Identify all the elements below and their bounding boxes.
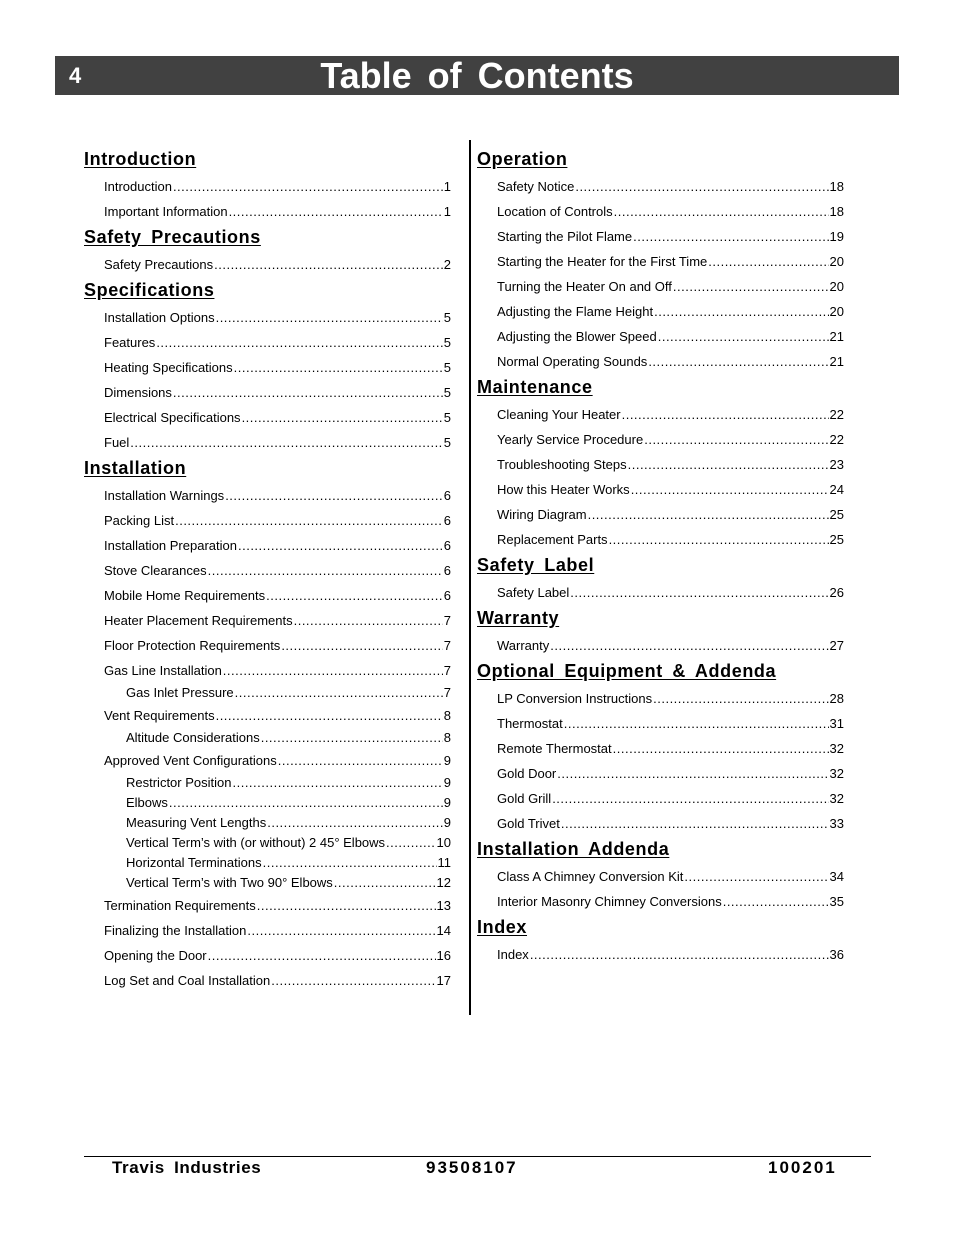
entry-page-number: 28 bbox=[829, 691, 844, 706]
dot-leader bbox=[266, 583, 443, 608]
entry-label: Starting the Heater for the First Time bbox=[497, 254, 708, 269]
entry-label: Altitude Considerations bbox=[126, 730, 260, 745]
toc-entry bbox=[84, 558, 451, 583]
entry-page-number: 22 bbox=[829, 432, 844, 447]
entry-label: Wiring Diagram bbox=[497, 507, 587, 522]
section-title: Warranty bbox=[477, 608, 560, 628]
entry-label: Class A Chimney Conversion Kit bbox=[497, 869, 684, 884]
entry-label: Opening the Door bbox=[104, 948, 207, 963]
entry-label: Mobile Home Requirements bbox=[104, 588, 266, 603]
footer-rule bbox=[84, 1156, 871, 1157]
dot-leader bbox=[609, 527, 829, 552]
footer-part-number: 93508107 bbox=[426, 1158, 518, 1177]
dot-leader bbox=[658, 324, 829, 349]
dot-leader bbox=[173, 380, 443, 405]
entry-page-number: 34 bbox=[829, 869, 844, 884]
entry-label: Vertical Term’s with (or without) 2 45° Elbows bbox=[126, 835, 386, 850]
entry-page-number: 6 bbox=[443, 488, 451, 503]
toc-entry bbox=[477, 349, 844, 374]
toc-entry bbox=[84, 943, 451, 968]
section-title: Index bbox=[477, 917, 528, 937]
section-title: Installation bbox=[84, 458, 187, 478]
toc-entry bbox=[477, 786, 844, 811]
entry-page-number: 36 bbox=[829, 947, 844, 962]
dot-leader bbox=[614, 199, 829, 224]
entry-page-number: 8 bbox=[443, 730, 451, 745]
dot-leader bbox=[550, 633, 828, 658]
toc-entry bbox=[84, 355, 451, 380]
entry-page-number: 35 bbox=[829, 894, 844, 909]
entry-page-number: 14 bbox=[436, 923, 451, 938]
entry-label: Heater Placement Requirements bbox=[104, 613, 293, 628]
toc-entry bbox=[84, 305, 451, 330]
entry-label: Troubleshooting Steps bbox=[497, 457, 627, 472]
toc-entry bbox=[477, 736, 844, 761]
footer-date-code: 100201 bbox=[768, 1158, 837, 1177]
entry-label: Log Set and Coal Installation bbox=[104, 973, 271, 988]
toc-entry bbox=[477, 427, 844, 452]
dot-leader bbox=[278, 748, 443, 773]
entry-label: Adjusting the Flame Height bbox=[497, 304, 654, 319]
dot-leader bbox=[216, 703, 443, 728]
entry-label: Heating Specifications bbox=[104, 360, 233, 375]
page-number: 4 bbox=[69, 63, 82, 88]
entry-label: Gold Door bbox=[497, 766, 557, 781]
footer-company: Travis Industries bbox=[112, 1158, 262, 1177]
toc-entry bbox=[477, 633, 844, 658]
entry-label: Index bbox=[497, 947, 529, 962]
page-title: Table of Contents bbox=[320, 55, 634, 96]
entry-page-number: 9 bbox=[443, 753, 451, 768]
entry-label: Termination Requirements bbox=[104, 898, 256, 913]
dot-leader bbox=[173, 174, 443, 199]
section-title: Installation Addenda bbox=[477, 839, 670, 859]
dot-leader bbox=[575, 174, 828, 199]
entry-label: Interior Masonry Chimney Conversions bbox=[497, 894, 722, 909]
dot-leader bbox=[334, 873, 436, 893]
section-title: Specifications bbox=[84, 280, 215, 300]
dot-leader bbox=[654, 299, 828, 324]
entry-label: Elbows bbox=[126, 795, 168, 810]
toc-entry bbox=[477, 174, 844, 199]
entry-page-number: 24 bbox=[829, 482, 844, 497]
entry-label: Thermostat bbox=[497, 716, 563, 731]
entry-page-number: 7 bbox=[443, 638, 451, 653]
entry-label: LP Conversion Instructions bbox=[497, 691, 653, 706]
dot-leader bbox=[214, 252, 443, 277]
toc-subentry bbox=[84, 773, 451, 793]
entry-label: Safety Label bbox=[497, 585, 570, 600]
dot-leader bbox=[552, 786, 828, 811]
entry-page-number: 7 bbox=[443, 685, 451, 700]
dot-leader bbox=[648, 349, 828, 374]
dot-leader bbox=[588, 502, 829, 527]
entry-label: Fuel bbox=[104, 435, 130, 450]
entry-page-number: 33 bbox=[829, 816, 844, 831]
dot-leader bbox=[257, 893, 436, 918]
entry-label: Floor Protection Requirements bbox=[104, 638, 281, 653]
entry-page-number: 16 bbox=[436, 948, 451, 963]
section-title: Operation bbox=[477, 149, 568, 169]
toc-entry bbox=[84, 968, 451, 993]
toc-entry bbox=[477, 274, 844, 299]
entry-page-number: 27 bbox=[829, 638, 844, 653]
dot-leader bbox=[263, 853, 437, 873]
entry-page-number: 21 bbox=[829, 354, 844, 369]
entry-label: Gas Inlet Pressure bbox=[126, 685, 234, 700]
entry-page-number: 32 bbox=[829, 741, 844, 756]
toc-entry bbox=[477, 889, 844, 914]
toc-entry bbox=[84, 703, 451, 728]
entry-page-number: 22 bbox=[829, 407, 844, 422]
entry-label: Normal Operating Sounds bbox=[497, 354, 648, 369]
entry-page-number: 18 bbox=[829, 204, 844, 219]
entry-page-number: 7 bbox=[443, 663, 451, 678]
header-bar bbox=[55, 56, 899, 95]
toc-entry bbox=[84, 405, 451, 430]
toc-entry bbox=[477, 864, 844, 889]
entry-label: Horizontal Terminations bbox=[126, 855, 262, 870]
entry-page-number: 10 bbox=[436, 835, 451, 850]
entry-label: Adjusting the Blower Speed bbox=[497, 329, 657, 344]
column-divider bbox=[469, 140, 471, 1015]
entry-page-number: 5 bbox=[443, 310, 451, 325]
entry-label: How this Heater Works bbox=[497, 482, 630, 497]
section-title: Safety Label bbox=[477, 555, 595, 575]
entry-page-number: 1 bbox=[443, 179, 451, 194]
toc-left-column bbox=[84, 146, 451, 993]
toc-subentry bbox=[84, 873, 451, 893]
toc-entry bbox=[477, 502, 844, 527]
entry-label: Important Information bbox=[104, 204, 228, 219]
dot-leader bbox=[234, 355, 443, 380]
toc-entry bbox=[84, 583, 451, 608]
entry-label: Introduction bbox=[104, 179, 172, 194]
entry-page-number: 19 bbox=[829, 229, 844, 244]
dot-leader bbox=[557, 761, 828, 786]
entry-page-number: 31 bbox=[829, 716, 844, 731]
entry-page-number: 20 bbox=[829, 254, 844, 269]
toc-entry bbox=[84, 508, 451, 533]
toc-entry bbox=[477, 686, 844, 711]
dot-leader bbox=[613, 736, 829, 761]
entry-page-number: 7 bbox=[443, 613, 451, 628]
dot-leader bbox=[628, 452, 829, 477]
entry-page-number: 6 bbox=[443, 538, 451, 553]
entry-page-number: 9 bbox=[443, 815, 451, 830]
toc-subentry bbox=[84, 683, 451, 703]
dot-leader bbox=[238, 533, 443, 558]
entry-page-number: 25 bbox=[829, 507, 844, 522]
entry-page-number: 9 bbox=[443, 795, 451, 810]
toc-subentry bbox=[84, 793, 451, 813]
entry-page-number: 5 bbox=[443, 360, 451, 375]
entry-page-number: 2 bbox=[443, 257, 451, 272]
dot-leader bbox=[684, 864, 828, 889]
entry-page-number: 5 bbox=[443, 435, 451, 450]
section-title: Introduction bbox=[84, 149, 197, 169]
entry-label: Vent Requirements bbox=[104, 708, 215, 723]
entry-page-number: 1 bbox=[443, 204, 451, 219]
toc-entry bbox=[477, 324, 844, 349]
dot-leader bbox=[281, 633, 442, 658]
entry-page-number: 26 bbox=[829, 585, 844, 600]
dot-leader bbox=[156, 330, 442, 355]
toc-entry bbox=[84, 893, 451, 918]
section-title: Safety Precautions bbox=[84, 227, 261, 247]
toc-entry bbox=[84, 748, 451, 773]
toc-entry bbox=[477, 580, 844, 605]
entry-label: Location of Controls bbox=[497, 204, 613, 219]
dot-leader bbox=[208, 943, 436, 968]
entry-page-number: 32 bbox=[829, 791, 844, 806]
entry-page-number: 5 bbox=[443, 335, 451, 350]
toc-subentry bbox=[84, 853, 451, 873]
dot-leader bbox=[169, 793, 443, 813]
toc-subentry bbox=[84, 813, 451, 833]
entry-page-number: 6 bbox=[443, 588, 451, 603]
dot-leader bbox=[631, 477, 829, 502]
entry-page-number: 18 bbox=[829, 179, 844, 194]
section-title: Optional Equipment & Addenda bbox=[477, 661, 777, 681]
toc-entry bbox=[84, 199, 451, 224]
entry-label: Gold Grill bbox=[497, 791, 552, 806]
entry-label: Vertical Term’s with Two 90° Elbows bbox=[126, 875, 333, 890]
toc-entry bbox=[84, 430, 451, 455]
toc-entry bbox=[84, 533, 451, 558]
section-title: Maintenance bbox=[477, 377, 593, 397]
dot-leader bbox=[229, 199, 443, 224]
dot-leader bbox=[622, 402, 829, 427]
entry-page-number: 17 bbox=[436, 973, 451, 988]
entry-label: Electrical Specifications bbox=[104, 410, 241, 425]
dot-leader bbox=[247, 918, 435, 943]
toc-entry bbox=[84, 483, 451, 508]
entry-page-number: 13 bbox=[436, 898, 451, 913]
toc-entry bbox=[477, 199, 844, 224]
entry-page-number: 5 bbox=[443, 385, 451, 400]
dot-leader bbox=[530, 942, 829, 967]
entry-label: Installation Preparation bbox=[104, 538, 237, 553]
entry-page-number: 6 bbox=[443, 513, 451, 528]
entry-page-number: 6 bbox=[443, 563, 451, 578]
entry-page-number: 21 bbox=[829, 329, 844, 344]
toc-entry bbox=[477, 452, 844, 477]
toc-entry bbox=[477, 942, 844, 967]
dot-leader bbox=[653, 686, 828, 711]
dot-leader bbox=[633, 224, 828, 249]
entry-page-number: 23 bbox=[829, 457, 844, 472]
entry-label: Installation Options bbox=[104, 310, 215, 325]
entry-label: Safety Precautions bbox=[104, 257, 214, 272]
dot-leader bbox=[225, 483, 443, 508]
entry-page-number: 20 bbox=[829, 304, 844, 319]
dot-leader bbox=[223, 658, 443, 683]
entry-page-number: 5 bbox=[443, 410, 451, 425]
entry-label: Installation Warnings bbox=[104, 488, 225, 503]
toc-entry bbox=[477, 811, 844, 836]
dot-leader bbox=[570, 580, 828, 605]
entry-page-number: 11 bbox=[437, 855, 451, 870]
dot-leader bbox=[130, 430, 442, 455]
toc-entry bbox=[84, 608, 451, 633]
toc-entry bbox=[84, 252, 451, 277]
entry-label: Warranty bbox=[497, 638, 550, 653]
entry-label: Turning the Heater On and Off bbox=[497, 279, 672, 294]
entry-page-number: 32 bbox=[829, 766, 844, 781]
entry-label: Safety Notice bbox=[497, 179, 575, 194]
toc-entry bbox=[477, 224, 844, 249]
entry-label: Measuring Vent Lengths bbox=[126, 815, 267, 830]
dot-leader bbox=[708, 249, 828, 274]
dot-leader bbox=[644, 427, 828, 452]
dot-leader bbox=[564, 711, 829, 736]
entry-label: Gas Line Installation bbox=[104, 663, 222, 678]
toc-entry bbox=[477, 249, 844, 274]
dot-leader bbox=[261, 728, 443, 748]
entry-label: Approved Vent Configurations bbox=[104, 753, 277, 768]
entry-label: Stove Clearances bbox=[104, 563, 207, 578]
entry-label: Replacement Parts bbox=[497, 532, 608, 547]
entry-label: Yearly Service Procedure bbox=[497, 432, 644, 447]
toc-entry bbox=[84, 380, 451, 405]
toc-entry bbox=[477, 402, 844, 427]
entry-label: Dimensions bbox=[104, 385, 172, 400]
entry-page-number: 12 bbox=[436, 875, 451, 890]
toc-entry bbox=[84, 633, 451, 658]
entry-label: Remote Thermostat bbox=[497, 741, 612, 756]
entry-label: Gold Trivet bbox=[497, 816, 560, 831]
dot-leader bbox=[232, 773, 442, 793]
toc-entry bbox=[477, 477, 844, 502]
dot-leader bbox=[271, 968, 435, 993]
toc-subentry bbox=[84, 728, 451, 748]
entry-label: Packing List bbox=[104, 513, 175, 528]
toc-subentry bbox=[84, 833, 451, 853]
dot-leader bbox=[386, 833, 435, 853]
dot-leader bbox=[723, 889, 829, 914]
toc-entry bbox=[477, 761, 844, 786]
entry-page-number: 20 bbox=[829, 279, 844, 294]
toc-entry bbox=[84, 330, 451, 355]
entry-label: Starting the Pilot Flame bbox=[497, 229, 633, 244]
toc-entry bbox=[84, 174, 451, 199]
entry-label: Features bbox=[104, 335, 156, 350]
dot-leader bbox=[267, 813, 443, 833]
entry-page-number: 8 bbox=[443, 708, 451, 723]
toc-entry bbox=[84, 658, 451, 683]
dot-leader bbox=[175, 508, 443, 533]
dot-leader bbox=[208, 558, 443, 583]
dot-leader bbox=[242, 405, 443, 430]
entry-page-number: 25 bbox=[829, 532, 844, 547]
toc-entry bbox=[477, 711, 844, 736]
entry-page-number: 9 bbox=[443, 775, 451, 790]
dot-leader bbox=[216, 305, 443, 330]
dot-leader bbox=[294, 608, 443, 633]
toc-entry bbox=[477, 299, 844, 324]
entry-label: Restrictor Position bbox=[126, 775, 232, 790]
entry-label: Cleaning Your Heater bbox=[497, 407, 621, 422]
dot-leader bbox=[561, 811, 829, 836]
toc-entry bbox=[477, 527, 844, 552]
dot-leader bbox=[235, 683, 443, 703]
entry-label: Finalizing the Installation bbox=[104, 923, 247, 938]
toc-entry bbox=[84, 918, 451, 943]
dot-leader bbox=[673, 274, 829, 299]
toc-right-column bbox=[477, 146, 844, 967]
